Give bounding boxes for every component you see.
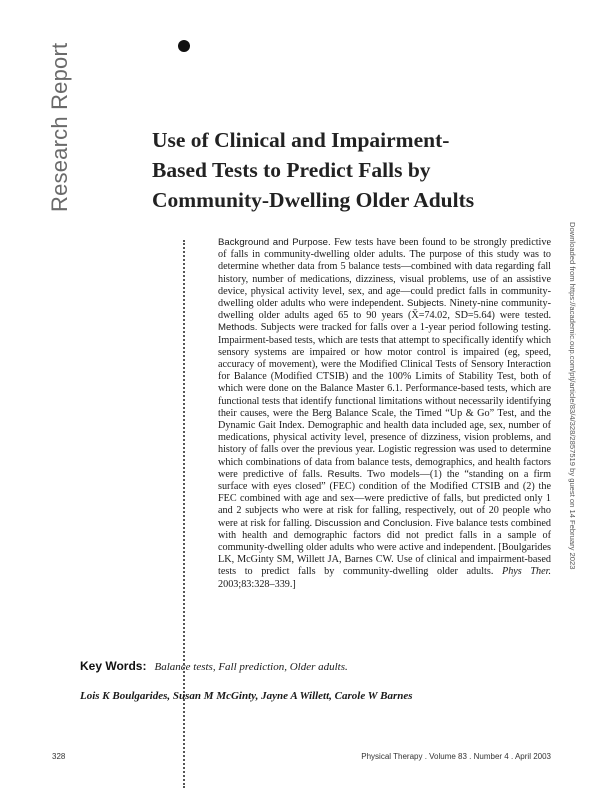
methods-text: Subjects were tracked for falls over a 1-year period following testing. Impairment-based tests, which are tests that attempt to specifically identify which sensory systems are impaired or how motor control is impaired (eg, speed, accuracy of movement), were the Modified Clinical Tests of Sensory Interaction for Balance (Modified CTSIB) and the 100% Limits of Stability Test, both of which were done on the Balance Master 6.1. Performance-based tests, which are functional tests that identify functional limitations without necessarily identifying their causes, were the Berg Balance Scale, the Timed “Up & Go” Test, and the Dynamic Gait Index. Demographic and health data included age, sex, number of medications, physical activity level, presence of dizziness, vision problems, and history of falls over the previous year. Logistic regression was used to determine which combinations of data from balance tests, demographics, and health factors were predictive of falls. <box>218 322 552 480</box>
download-stamp: Downloaded from https://academic.oup.com/ptj/article/83/4/328/2857519 by guest on 14 February 2023 <box>568 222 577 570</box>
citation-journal: Phys Ther. <box>501 566 552 578</box>
title-line: Community-Dwelling Older Adults <box>152 188 475 212</box>
citation-tail: 2003;83:328–339.] <box>218 578 296 590</box>
results-heading: Results. <box>327 468 363 480</box>
bullet-dot <box>178 40 190 52</box>
results-text: Two models—(1) the “standing on a firm surface with eyes closed” (FEC) condition of the Modified CTSIB and (2) the FEC combined with age and sex—were predictive of falls, but predicted only 1 and 2 subjects who were at risk for falling, respectively, out of 20 people who were at risk for falling. <box>218 468 551 529</box>
title-line: Based Tests to Predict Falls by <box>152 158 431 182</box>
journal-info: Physical Therapy . Volume 83 . Number 4 . April 2003 <box>361 752 551 761</box>
authors: Lois K Boulgarides, Susan M McGinty, Jayne A Willett, Carole W Barnes <box>80 690 413 702</box>
title-line: Use of Clinical and Impairment- <box>152 128 450 152</box>
subjects-text: Ninety-nine community-dwelling older adults aged 65 to 90 years (X̄=74.02, SD=5.64) were tested. <box>218 298 552 322</box>
dotted-divider <box>183 240 185 788</box>
keywords-value: Balance tests, Fall prediction, Older adults. <box>154 661 348 673</box>
background-heading: Background and Purpose. <box>218 237 331 248</box>
conclusion-text: Five balance tests combined with health and demographic factors did not predict falls in a sample of community-dwelling older adults who were active and independent. [Boulgarides LK, McGinty SM, Willett JA, Barnes CW. Use of clinical and impairment-based tests to predict falls by community-dwelling older adults. <box>218 517 552 578</box>
section-label: Research Report <box>47 42 72 212</box>
keywords <box>80 659 560 673</box>
background-text: Few tests have been found to be strongly predictive of falls in community-dwelling older adults. The purpose of this study was to determine whether data from 5 balance tests—combined with data regarding fall history, number of medications, dizziness, visual problems, use of an assistive device, physical activity level, sex, and age—could predict falls in community-dwelling older adults who were independent. <box>218 237 551 310</box>
conclusion-heading: Discussion and Conclusion. <box>314 517 433 529</box>
abstract <box>218 237 551 591</box>
article-title <box>152 125 552 215</box>
page-number: 328 <box>52 752 66 761</box>
keywords-label: Key Words: <box>80 659 147 673</box>
subjects-heading: Subjects. <box>406 298 447 310</box>
methods-heading: Methods. <box>218 322 258 334</box>
